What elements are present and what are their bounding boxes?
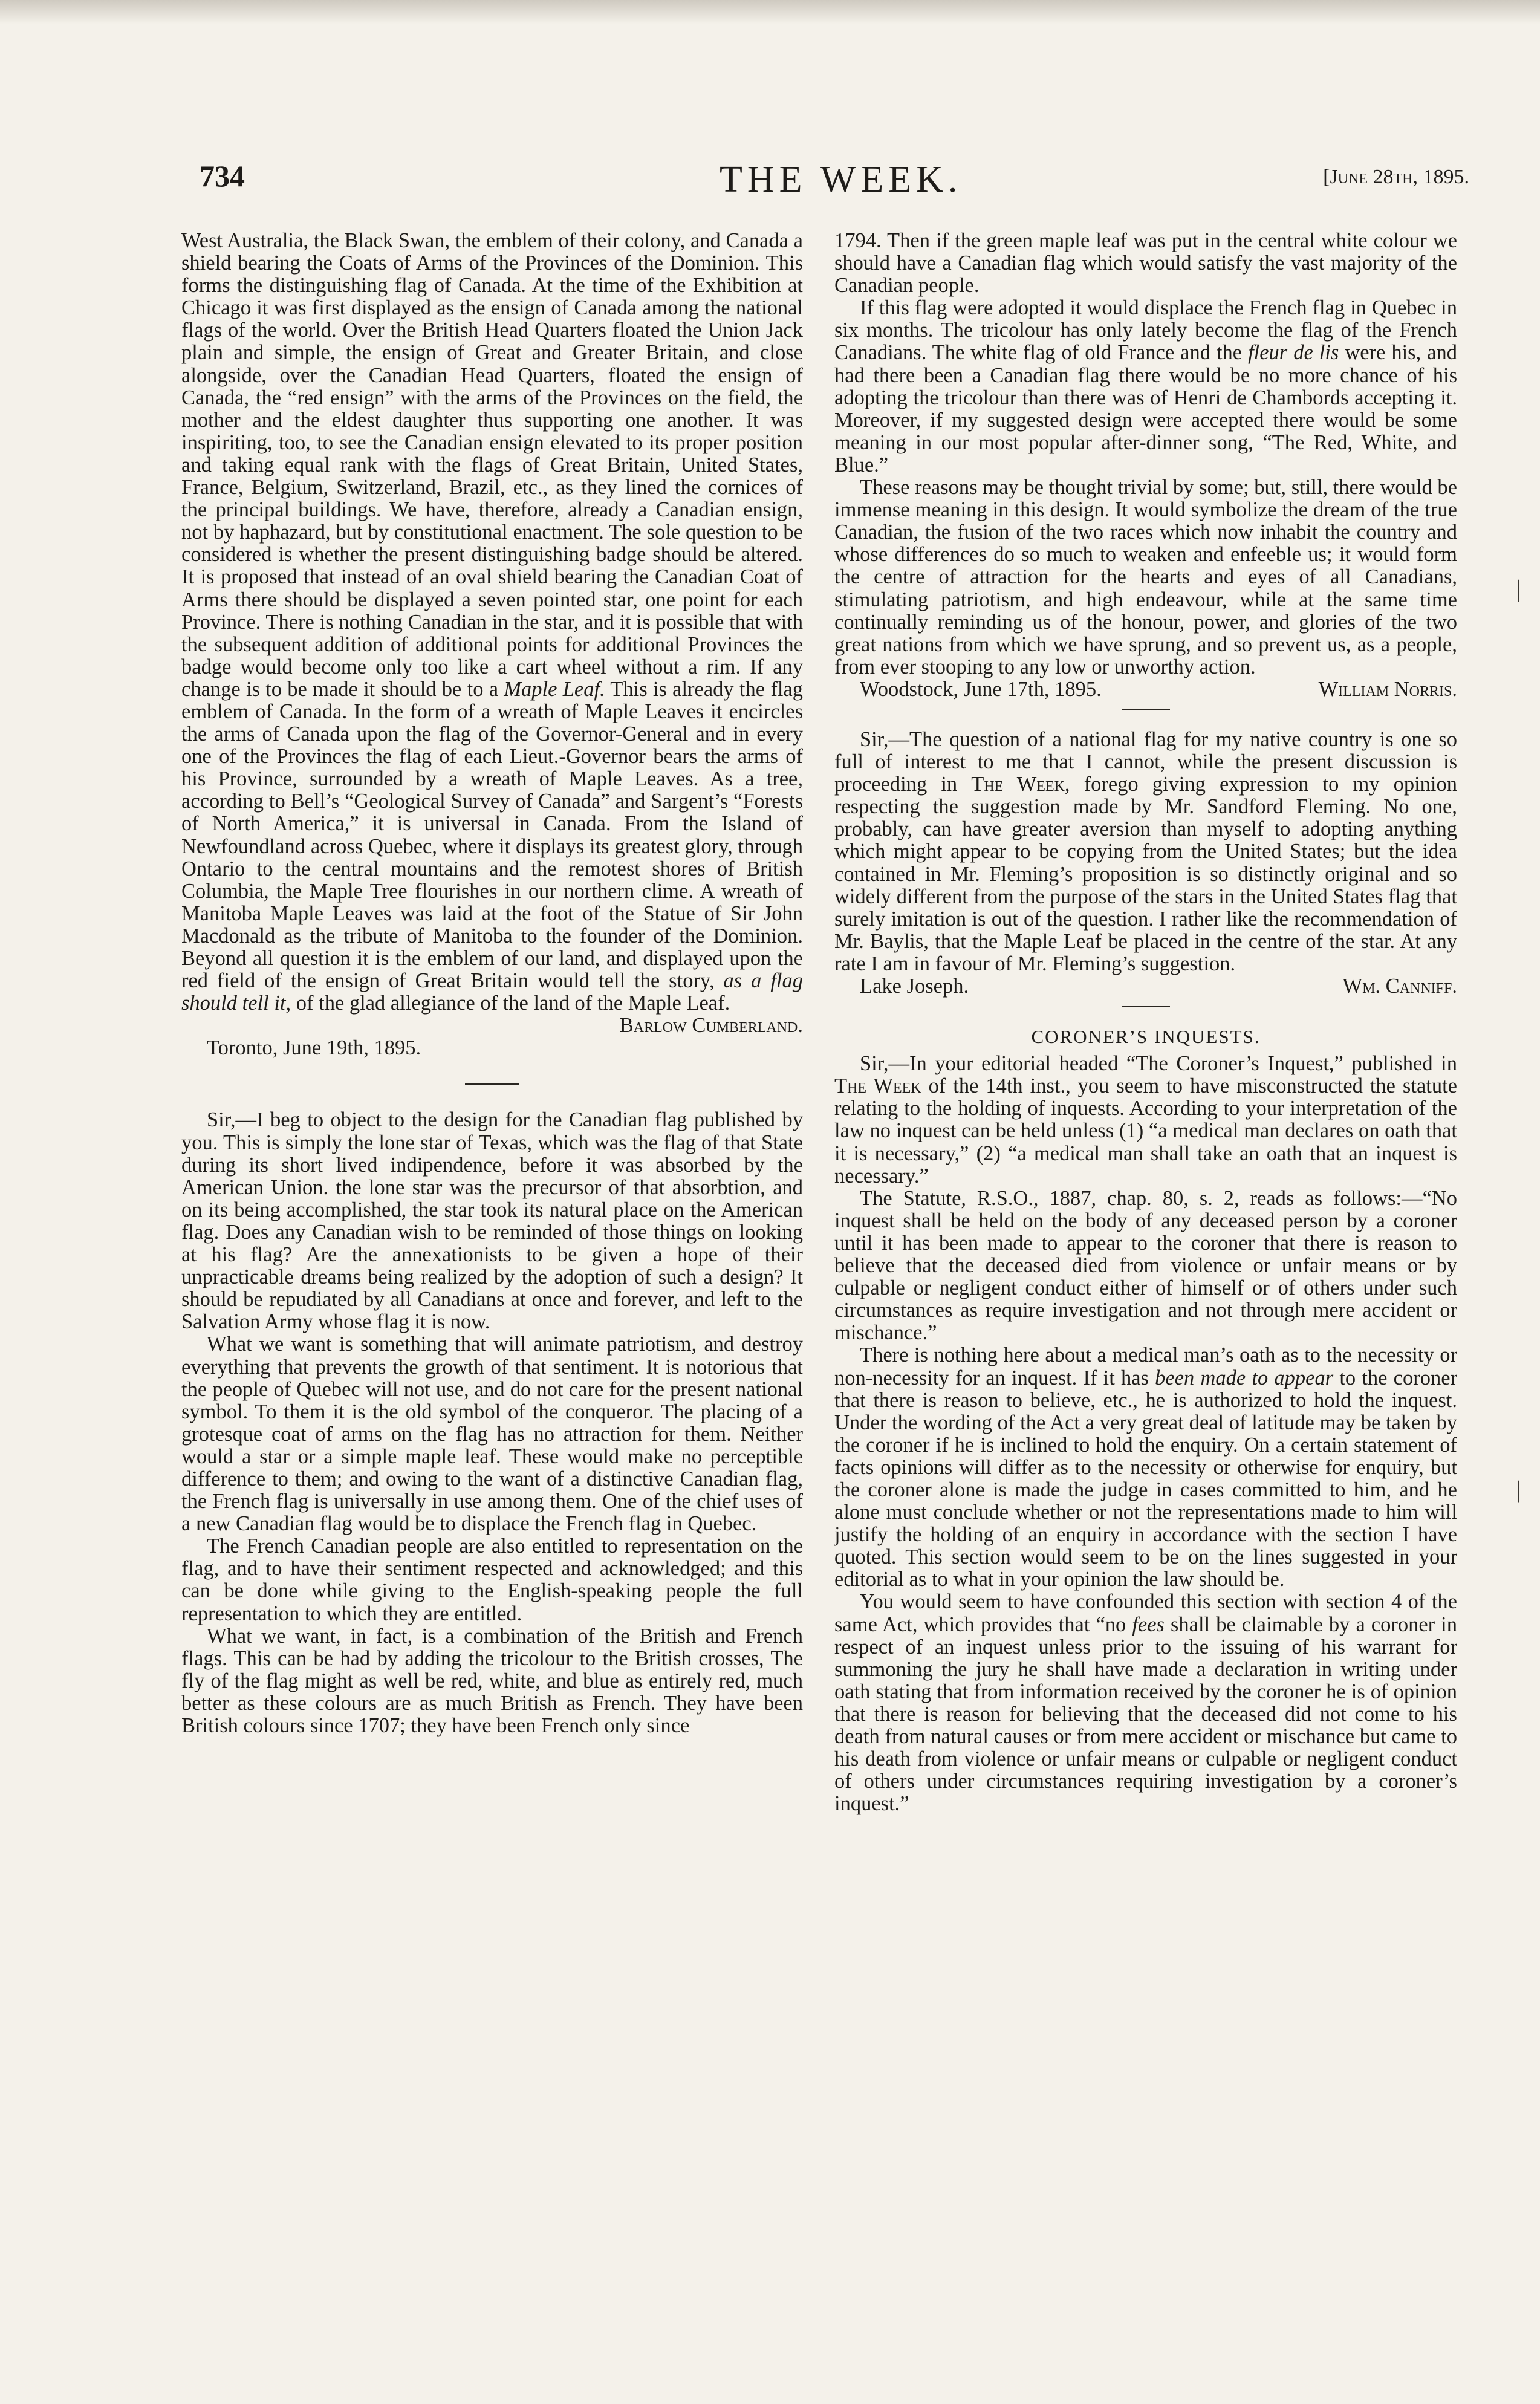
letter-paragraph: You would seem to have confounded this section with section 4 of the same Act, which provides that “no fees shall be claimable by a coroner in respect of an inquest unless prior to the issuing of his warrant for summoning the jury he shall have made a declaration in writing under oath stating that from information received by the coroner he is of opinion that there is reason for believing that the deceased did not come to his death from natural causes or from mere accident or mischance but came to his death from violence or unfair means or culpable or negligent conduct of others under circumstances requiring investigation by a coroner’s inquest.” <box>834 1590 1458 1816</box>
margin-mark: | <box>1516 1476 1522 1503</box>
letter-paragraph: These reasons may be thought trivial by some; but, still, there would be immense meaning in this design. It would symbolize the dream of the true Canadian, the fusion of the two races which now inhabit the country and whose differences do so much to weaken and enfeeble us; it would form the centre of attraction for the hearts and eyes of all Canadians, stimulating patriotism, and high endeavour, while at the same time continually reminding us of the honour, power, and glories of the two great nations from which we have sprung, and so prevent us, as a people, from ever stooping to any low or unworthy action. <box>834 476 1457 678</box>
signature-canniff <box>834 975 1457 998</box>
dateline-toronto: Toronto, June 19th, 1895. <box>207 1036 421 1060</box>
signer-name: Wm. Canniff. <box>1342 975 1457 998</box>
journal-title: THE WEEK. <box>720 159 963 200</box>
letter-paragraph: The French Canadian people are also entitled to representation on the flag, and to have their sentiment respected and acknowledged; and this can be done while giving to the English-speaking people the full representation to which they are entitled. <box>181 1535 803 1625</box>
letter-paragraph: Sir,—In your editorial headed “The Coroner’s Inquest,” published in The Week of the 14th inst., you seem to have misconstructed the statute relating to the holding of inquests. According to your interpretation of the law no inquest can be held unless (1) “a medical man declares on oath that it is necessary,” (2) “a medical man shall take an oath that an inquest is necessary.” <box>834 1052 1457 1187</box>
letter-paragraph: There is nothing here about a medical man’s oath as to the necessity or non-necessity for an inquest. If it has been made to appear to the coroner that there is reason to believe, etc., he is authorized to hold the inquest. Under the wording of the Act a very great deal of latitude may be taken by the coroner if he is inclined to hold the enquiry. On a certain statement of facts opinions will differ as to the necessity or otherwise for enquiry, but the coroner alone is made the judge in cases committed to him, and he alone must conclude whether or not the representations made to him will justify the holding of an enquiry in accordance with the section I have quoted. This section would seem to be on the lines suggested in your editorial as to what in your opinion the law should be. <box>834 1343 1458 1591</box>
letter-paragraph: Sir,—I beg to object to the design for the Canadian flag published by you. This is simply the lone star of Texas, which was the flag of that State during its short lived indipendence, before it was absorbed by the American Union. the lone star was the precursor of that absorbtion, and on its being accomplished, the star took its natural place on the American flag. Does any Canadian wish to be reminded of those things on looking at his flag? Are the annexationists to be given a hope of their unpracticable dreams being realized by the adoption of such a design? It should be repudiated by all Canadians at once and forever, and left to the Salvation Army whose flag it is now. <box>181 1108 803 1334</box>
issue-date: [June 28th, 1895. <box>1323 166 1469 188</box>
signature-cumberland: Barlow Cumberland. <box>619 1014 803 1038</box>
dateline-woodstock: Woodstock, June 17th, 1895. <box>860 677 1102 701</box>
right-column <box>834 230 1457 1815</box>
section-rule <box>1122 1006 1170 1007</box>
section-rule <box>465 1083 519 1085</box>
letter-paragraph: What we want is something that will animate patriotism, and destroy everything that prevents the growth of that sentiment. It is notorious that the people of Quebec will not use, and do not care for the present national symbol. To them it is the old symbol of the conqueror. The placing of a grotesque coat of arms on the flag has no attraction for them. Neither would a star or a simple maple leaf. These would make no perceptible difference to them; and owing to the want of a distinctive Canadian flag, the French flag is universally in use among them. One of the chief uses of a new Canadian flag would be to displace the French flag in Quebec. <box>181 1333 803 1536</box>
margin-mark: | <box>1516 575 1522 602</box>
page-number: 734 <box>200 159 245 193</box>
letter-paragraph: The Statute, R.S.O., 1887, chap. 80, s. 2, reads as follows:—“No inquest shall be held on the body of any deceased person by a coroner until it has been made to appear to the coroner that there is reason to believe that the deceased died from violence or unfair means or by culpable or negligent conduct either of himself or of others under such circumstances as require investigation and not through mere accident or mischance.” <box>834 1186 1457 1345</box>
letter-paragraph: West Australia, the Black Swan, the emblem of their colony, and Canada a shield bearing the Coats of Arms of the Provinces of the Dominion. This forms the distinguishing flag of Canada. At the time of the Exhibition at Chicago it was first displayed as the ensign of Canada among the national flags of the world. Over the British Head Quarters floated the Union Jack plain and simple, the ensign of Great and Greater Britain, and close alongside, over the Canadian Head Quarters, floated the ensign of Canada, the “red ensign” with the arms of the Provinces on the field, the mother and the eldest daughter thus supporting one another. It was inspiriting, too, to see the Canadian ensign elevated to its proper position and taking equal rank with the flags of Great Britain, United States, France, Belgium, Switzerland, Brazil, etc., as they lined the cornices of the principal buildings. We have, therefore, already a Canadian ensign, not by haphazard, but by constitutional enactment. The sole question to be considered is whether the present distinguishing badge should be altered. It is proposed that instead of an oval shield bearing the Canadian Coat of Arms there should be displayed a seven pointed star, one point for each Province. There is nothing Canadian in the star, and it is possible that with the subsequent addition of additional points for additional Provinces the badge would become only too like a cart wheel without a rim. If any change is to be made it should be to a Maple Leaf. This is already the flag emblem of Canada. In the form of a wreath of Maple Leaves it encircles the arms of Canada upon the flag of the Governor-General and in every one of the Provinces the flag of each Lieut.-Governor bears the arms of his Province, surrounded by a wreath of Maple Leaves. As a tree, according to Bell’s “Geological Survey of Canada” and Sargent’s “Forests of North America,” it is universal in Canada. From the Island of Newfoundland across Quebec, where it displays its greatest glory, through Ontario to the central mountains and the remotest shores of British Columbia, the Maple Tree flourishes in our northern clime. A wreath of Manitoba Maple Leaves was laid at the foot of the Statue of Sir John Macdonald as the tribute of Manitoba to the founder of the Dominion. Beyond all question it is the emblem of our land, and displayed upon the red field of the ensign of Great Britain would tell the story, as a flag should tell it, of the glad allegiance of the land of the Maple Leaf. <box>181 229 803 1015</box>
signer-name: William Norris. <box>1318 677 1457 701</box>
page-header <box>200 158 1469 207</box>
letter-paragraph: What we want, in fact, is a combination of the British and French flags. This can be had by adding the tricolour to the British crosses, The fly of the flag might as well be red, white, and blue as entirely red, much better as these colours are as much British as French. They have been British colours since 1707; they have been French only since <box>181 1624 803 1737</box>
dateline-lake-joseph: Lake Joseph. <box>860 975 969 998</box>
signature-norris <box>834 678 1457 701</box>
letter-paragraph: Sir,—The question of a national flag for my native country is one so full of interest to me that I cannot, while the present discussion is proceeding in The Week, forego giving expression to my opinion respecting the suggestion made by Mr. Sandford Fleming. No one, probably, can have greater aversion than myself to adopting anything which might appear to be copying from the United States; but the idea contained in Mr. Fleming’s proposition is so distinctly original and so widely different from the purpose of the stars in the United States flag that surely imitation is out of the question. I rather like the recommendation of Mr. Baylis, that the Maple Leaf be placed in the centre of the star. At any rate I am in favour of Mr. Fleming’s suggestion. <box>834 727 1457 975</box>
section-heading: CORONER’S INQUESTS. <box>1031 1026 1261 1048</box>
letter-paragraph: If this flag were adopted it would displace the French flag in Quebec in six months. The tricolour has only lately become the flag of the French Canadians. The white flag of old France and the fleur de lis were his, and had there been a Canadian flag there would be no more chance of his adopting the tricolour than there was of Henri de Chambords accepting it. Moreover, if my suggested design were accepted there would be some meaning in our most popular after-dinner song, “The Red, White, and Blue.” <box>834 296 1458 476</box>
letter-paragraph: 1794. Then if the green maple leaf was put in the central white colour we should have a Canadian flag which would satisfy the vast majority of the Canadian people. <box>834 229 1457 297</box>
left-column <box>181 230 803 1737</box>
section-rule <box>1122 709 1170 710</box>
page-edge-shadow <box>0 0 1540 24</box>
